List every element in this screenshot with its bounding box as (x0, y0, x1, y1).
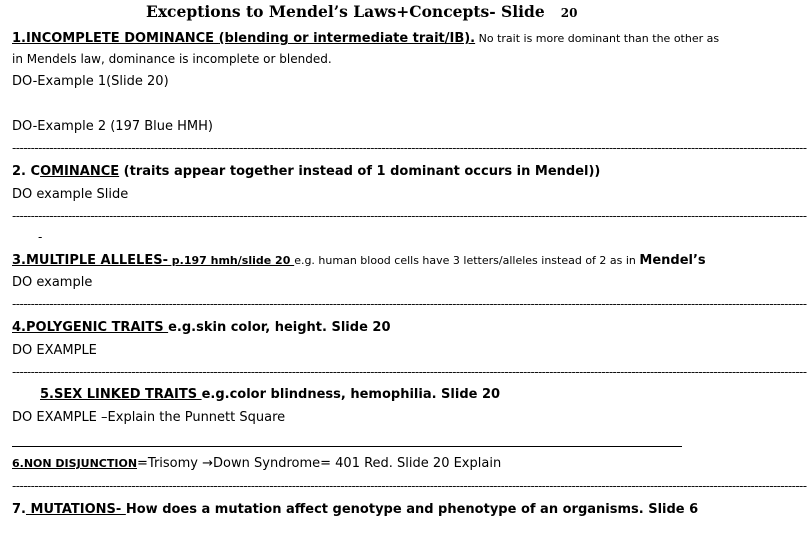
section-5-example: DO EXAMPLE –Explain the Punnett Square (12, 410, 286, 425)
section-6-heading: 6.NON DISJUNCTION (12, 457, 138, 470)
separator-2-tail: - (38, 230, 43, 244)
section-5-desc: e.g.color blindness, hemophilia. Slide 20 (201, 387, 501, 402)
section-3-ref: p.197 hmh/slide 20 (167, 254, 295, 267)
section-1-heading: 1.INCOMPLETE DOMINANCE (12, 31, 219, 46)
section-7-desc: How does a mutation affect genotype and phenotype of an organisms. Slide 6 (125, 502, 699, 517)
section-4-heading-line (12, 321, 391, 334)
title-slide-number: 20 (560, 6, 578, 20)
section-2-heading-pre: 2. C (12, 164, 41, 179)
section-2-heading-line (12, 165, 600, 178)
section-1-desc-1: No trait is more dominant than the other as (475, 32, 720, 45)
separator-6: --------------------------------------------------------------------------------------------------------------------------------------------------------------------------------------------------------------------- (12, 479, 807, 493)
section-7-heading: MUTATIONS- (25, 502, 126, 517)
section-1-example-1: DO-Example 1(Slide 20) (12, 74, 169, 89)
section-1-example-2: DO-Example 2 (197 Blue HMH) (12, 119, 213, 134)
separator-2: --------------------------------------------------------------------------------------------------------------------------------------------------------------------------------------------------------------------- (12, 209, 807, 223)
separator-5-rule (12, 446, 682, 447)
section-3-heading: 3.MULTIPLE ALLELES- (12, 253, 168, 268)
page-title (146, 4, 577, 20)
section-6-desc-2: Down Syndrome= 401 Red. Slide 20 Explain (213, 456, 502, 471)
section-2-example: DO example Slide (12, 187, 129, 202)
title-text: Exceptions to Mendel’s Laws+Concepts- Slide (146, 2, 545, 21)
separator-1: --------------------------------------------------------------------------------------------------------------------------------------------------------------------------------------------------------------------- (12, 141, 807, 155)
section-6-desc-1: =Trisomy (137, 456, 203, 471)
arrow-right-icon: → (202, 456, 214, 471)
section-1-desc-2: in Mendels law, dominance is incomplete or blended. (12, 52, 332, 66)
section-5-heading-line (40, 388, 500, 401)
section-5-heading: 5.SEX LINKED TRAITS (40, 387, 202, 402)
section-2-desc: (traits appear together instead of 1 dominant occurs in Mendel)) (119, 164, 601, 179)
section-3-example: DO example (12, 275, 93, 290)
section-3-heading-line (12, 254, 706, 267)
section-6-heading-line (12, 457, 501, 470)
section-3-desc-end: Mendel’s (639, 253, 706, 268)
separator-3: --------------------------------------------------------------------------------------------------------------------------------------------------------------------------------------------------------------------- (12, 297, 807, 311)
section-4-example: DO EXAMPLE (12, 343, 97, 358)
section-3-desc: e.g. human blood cells have 3 letters/alleles instead of 2 as in (294, 254, 640, 267)
section-1-paren: (blending or intermediate trait/IB). (218, 31, 476, 46)
section-7-heading-pre: 7. (12, 502, 26, 517)
section-1-heading-line (12, 32, 719, 45)
section-7-heading-line (12, 503, 698, 516)
section-4-heading: 4.POLYGENIC TRAITS (12, 320, 169, 335)
separator-4: --------------------------------------------------------------------------------------------------------------------------------------------------------------------------------------------------------------------- (12, 365, 807, 379)
section-2-heading: OMINANCE (40, 164, 120, 179)
section-4-desc: e.g.skin color, height. Slide 20 (168, 320, 391, 335)
